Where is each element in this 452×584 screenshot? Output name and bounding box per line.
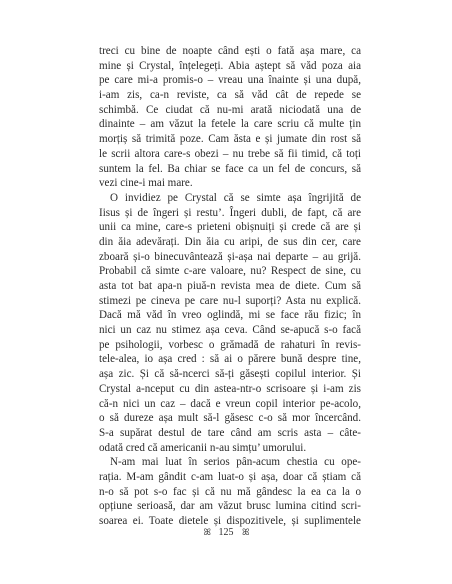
text-line: zboară și-o binecuvântează și-așa nai departe – au grijă. (99, 250, 361, 263)
text-line: opțiune serioasă, dar am văzut brusc lumina citind scri- (99, 500, 361, 513)
page-footer (0, 527, 452, 538)
text-line: O invidiez pe Crystal că se simte așa îngrijită de (110, 191, 361, 204)
text-line: vezi cine-i mai mare. (99, 177, 193, 190)
text-line: nici un caz nu stimez așa ceva. Când se-apucă s-o facă (99, 324, 361, 337)
text-line: treci cu bine de noapte când ești o fată așa mare, ca (99, 45, 361, 57)
text-line: o să dureze așa mult să-l găsesc c-o să mor încercând. (99, 412, 361, 425)
text-line: suntem la fel. Ba chiar se face ca un fel de concurs, să (99, 162, 361, 175)
text-line: Crystal a-nceput cu din astea-ntr-o scrisoare și i-am zis (99, 382, 361, 395)
text-line: odată cred că americanii n-au simțu’ umorului. (99, 441, 307, 454)
text-line: n-o să pot s-o fac și că nu mă gândesc la ea ca la o (99, 485, 361, 498)
text-line: S-a supărat destul de tare când am scris asta – câte- (99, 426, 361, 439)
text-line: schimbă. Ce ciudat că nu-mi arată niciodată una de (99, 103, 361, 116)
text-line: Iisus și de îngeri și restu’. Îngeri dubli, de fapt, că are (99, 206, 361, 219)
text-line: soarea ei. Toate dietele și dispozitivele, și suplimentele (99, 515, 361, 527)
text-line: așa zic. Și că să-ncerci să-ți găsești copilul interior. Și (99, 368, 361, 381)
left-ornament-icon: ꕤ (203, 527, 210, 537)
text-line: rația. M-am gândit c-am luat-o și așa, doar că știam că (99, 470, 361, 483)
text-line: Dacă mă văd în vreo oglindă, mi se face rău fizic; în (99, 309, 361, 322)
text-line: i-am zis, ca-n reviste, ca să văd cât de repede se (99, 89, 361, 102)
text-line: stimezi pe cineva pe care nu-l suporți? Asta nu explică. (99, 294, 361, 307)
text-line: din ăia adevărați. Din ăia cu aripi, de sus din cer, care (99, 235, 361, 248)
right-ornament-icon: ꕤ (242, 527, 249, 537)
text-line: unii ca mine, care-s prieteni obișnuiți și crede că are și (99, 221, 361, 234)
text-line: le scrii altora care-s obezi – nu trebe să fii timid, că toți (99, 147, 361, 160)
body-text (99, 44, 361, 529)
text-line: N-am mai luat în serios pân-acum chestia cu ope- (110, 456, 361, 469)
text-line: Probabil că simte c-are valoare, nu? Respect de sine, cu (99, 265, 361, 278)
text-line: asta tot bat apa-n piuă-n revista mea de diete. Cum să (99, 280, 361, 292)
text-line: pe care mi-a promis-o – vreau una înainte și una după, (99, 74, 361, 87)
text-line: dinainte – am văzut la fetele la care scriu că multe țin (99, 118, 361, 131)
text-line: tele-alea, io așa cred : să ai o părere bună despre tine, (99, 353, 361, 366)
text-line: morțiș să trimită poze. Cam ăsta e și jumate din rost să (99, 133, 361, 146)
text-line: că-n nici un caz – dacă e vreun copil interior pe-acolo, (99, 397, 361, 410)
text-line: pe psihologii, vorbesc o grămadă de rahaturi în revis- (99, 338, 361, 351)
page-number: 125 (218, 527, 234, 538)
text-line: mine și Crystal, înțelegeți. Abia aștept să văd poza aia (99, 59, 361, 72)
